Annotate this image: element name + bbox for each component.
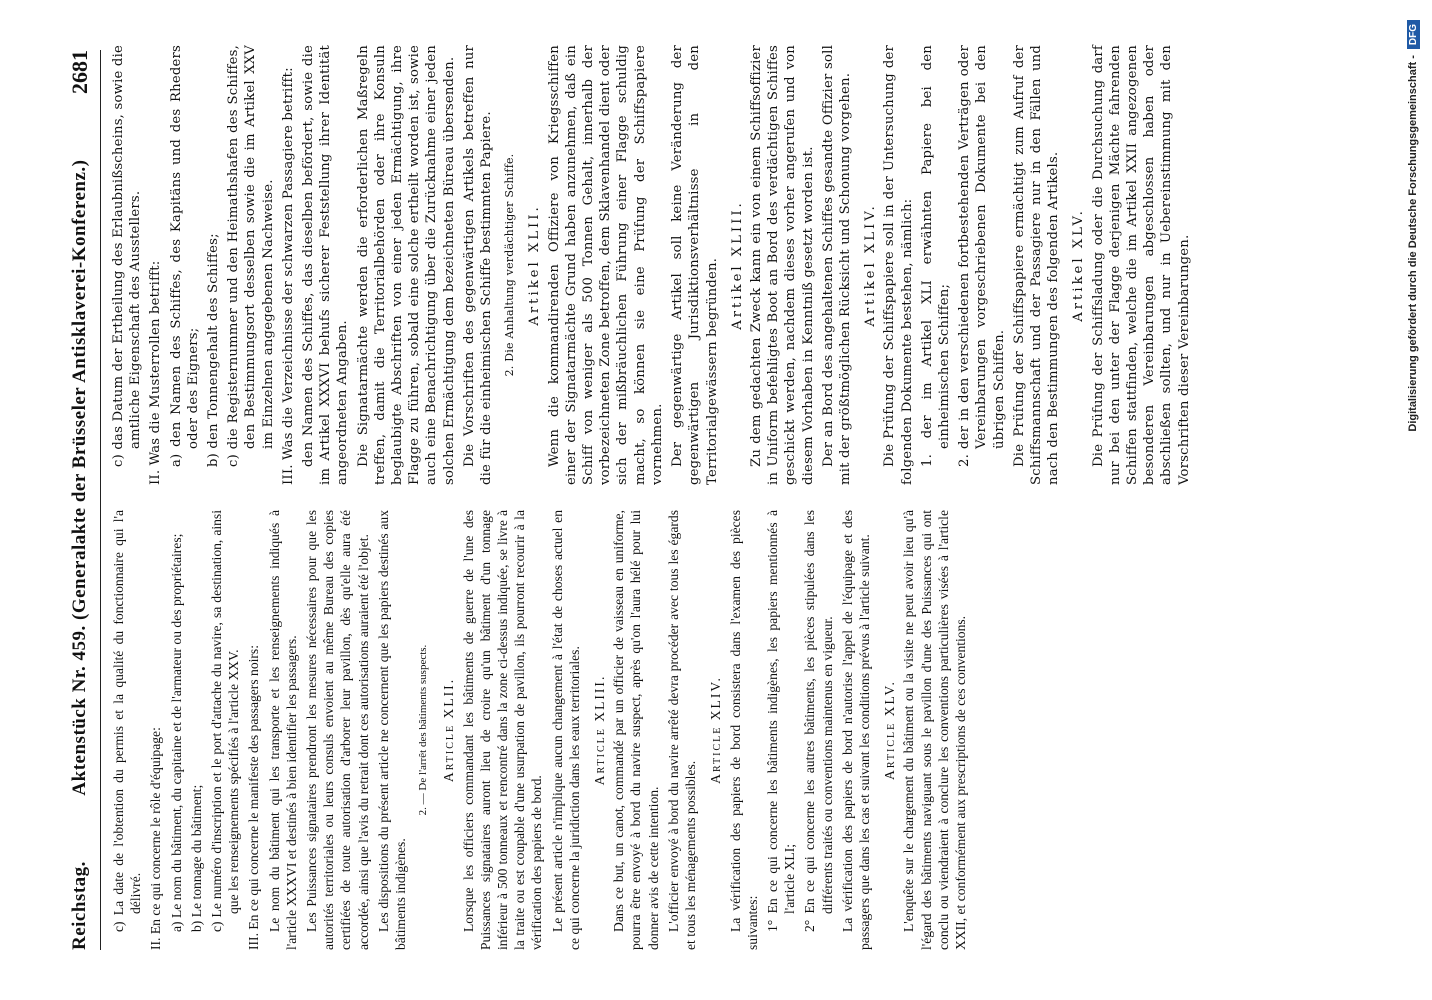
de-paragraph: II. Was die Musterrollen betrifft: (148, 260, 164, 485)
fr-paragraph: Le nom du bâtiment qui les transporte et les renseignements indiqués à l'article XXXVI et destinés à bien identifier les passagers. (266, 510, 299, 950)
credit-text: Digitalisierung gefördert durch die Deutsche Forschungsgemeinschaft - (1407, 55, 1419, 432)
de-article-heading: Artikel XLII. (527, 204, 543, 326)
header-title: Aktenstück Nr. 459. (Generalakte der Brüsseler Antisklaverei-Konferenz.) (69, 159, 90, 796)
de-paragraph: III. Was die Verzeichnisse der schwarzen Passagiere betrifft: (280, 67, 296, 485)
header-left: Reichstag. (69, 861, 90, 950)
de-paragraph: b) den Tonnengehalt des Schiffes; (206, 233, 222, 467)
fr-article-heading: Article XLII. (441, 677, 457, 783)
fr-paragraph: 1° En ce qui concerne les bâtiments indigènes, les papiers mentionnés à l'article XLI; (764, 510, 798, 932)
de-paragraph: Der gegenwärtige Artikel soll keine Veränderung der gegenwärtigen Jurisdiktionsverhältnisse in den Territorialgewässern begründen. (670, 45, 720, 485)
de-paragraph: Die Prüfung der Schiffspapiere ermächtigt zum Aufruf der Schiffsmannschaft und der Passagiere nur in den Fällen und nach den Bestimmungen des folgenden Artikels. (1011, 45, 1062, 485)
fr-paragraph: La vérification des papiers de bord consistera dans l'examen des pièces suivantes: (727, 510, 760, 950)
fr-article-heading: Article XLIV. (708, 676, 724, 784)
de-paragraph: Wenn die kommandirenden Offiziere von Kriegsschiffen einer der Signatarmächte Grund haben anzunehmen, daß ein Schiff von weniger als 500 Tonnen Gehalt, innerhalb der vorbezeichneten Zone betroffen, dem Sklavenhandel dient oder sich der mißbräuchlichen Führung einer Flagge schuldig macht, so können sie eine Prüfung der Schiffspapiere vornehmen. (546, 45, 665, 485)
fr-paragraph: La vérification des papiers de bord n'autorise l'appel de l'équipage et des passagers que dans les cas et suivant les conditions prévus à l'article suivant. (839, 510, 872, 950)
fr-paragraph: II. En ce qui concerne le rôle d'équipage: (148, 727, 164, 950)
fr-article-heading: Article XLIII. (592, 674, 608, 786)
fr-paragraph: c) Le numéro d'inscription et le port d'attache du navire, sa destination, ainsi que les renseignements spécifiés à l'article XXV. (209, 510, 242, 932)
de-paragraph: Die Prüfung der Schiffspapiere soll in der Untersuchung der folgenden Dokumente bestehen, nämlich: (882, 45, 915, 485)
fr-paragraph: Lorsque les officiers commandant les bâtiments de guerre de l'une des Puissances signataires auront lieu de croire qu'un bâtiment d'un tonnage inférieur à 500 tonneaux et rencontré dans la zone ci-dessus indiquée, se livre à la traite ou est coupable d'une usurpation de pavillon, ils pourront recourir à la vérification des papiers de bord. (460, 510, 545, 950)
de-paragraph: den Namen des Schiffes, das dieselben befördert, sowie die im Artikel XXXVI behufs sicherer Feststellung ihrer Identität angeordneten Angaben. (301, 45, 351, 485)
de-paragraph: 1. der im Artikel XLI erwähnten Papiere bei den einheimischen Schiffen; (919, 45, 952, 467)
de-paragraph: a) den Namen des Schiffes, des Kapitäns und des Rheders oder des Eigners; (168, 45, 201, 467)
de-article-heading: Artikel XLIII. (729, 200, 745, 330)
de-paragraph: Zu dem gedachten Zweck kann ein von einem Schiffsoffizier in Uniform befehligtes Boot an Bord des verdächtigen Schiffes geschickt werden, nachdem dieses vorher angerufen und von diesem Vorhaben in Kenntniß gesetzt worden ist. (748, 45, 816, 485)
fr-paragraph: Les Puissances signataires prendront les mesures nécessaires pour que les autorités territoriales ou leurs consuls envoient au même Bureau des copies certifiées de toute autorisation d'arborer leur pavillon, dès qu'elle aura été accordée, ainsi que l'avis du retrait dont ces autorisations auraient été l'objet. (304, 510, 371, 950)
fr-paragraph: L'officier envoyé à bord du navire arrêté devra procéder avec tous les égards et tous les ménagements possibles. (665, 510, 699, 950)
fr-paragraph: c) La date de l'obtention du permis et la qualité du fonctionnaire qui l'a délivré. (111, 510, 144, 932)
fr-paragraph: Dans ce but, un canot, commandé par un officier de vaisseau en uniforme, pourra être envoyé à bord du navire suspect, après qu'on l'aura hélé pour lui donner avis de cette intention. (611, 510, 661, 950)
fr-paragraph: a) Le nom du bâtiment, du capitaine et de l'armateur ou des propriétaires; (168, 533, 184, 932)
fr-paragraph: b) Le tonnage du bâtiment; (188, 784, 204, 932)
fr-paragraph: 2° En ce qui concerne les autres bâtiments, les pièces stipulées dans les différents traités ou conventions maintenus en vigueur. (802, 510, 835, 932)
de-article-heading: Artikel XLIV. (863, 203, 879, 327)
de-paragraph: c) die Registernummer und den Heimathshafen des Schiffes, den Bestimmungsort desselben sowie die im Artikel XXV im Einzelnen angegebenen Nachweise. (226, 45, 276, 467)
de-paragraph: Die Signatarmächte werden die erforderlichen Maßregeln treffen, damit die Territorialbehörden oder ihre Konsuln beglaubigte Abschriften von einer jeden Ermächtigung, ihre Flagge zu führen, sobald eine solche ertheilt worden ist, sowie auch eine Benachrichtigung über die Zurücknahme einer jeden solchen Ermächtigung dem bezeichneten Büreau übersenden. (355, 45, 457, 485)
fr-article-heading: Article XLV. (882, 680, 898, 780)
page-header (60, 50, 101, 950)
digitization-credit (1400, 0, 1426, 1000)
dfg-logo: DFG (1407, 20, 1420, 49)
de-article-heading: Artikel XLV. (1071, 208, 1087, 322)
fr-paragraph: L'enquête sur le chargement du bâtiment ou la visite ne peut avoir lieu qu'à l'égard des bâtiments naviguant sous le pavillon d'une des Puissances qui ont conclu ou viendraient à conclure les conventions particulières visées à l'article XXII, et conformément aux prescriptions de ces conventions. (901, 510, 968, 950)
fr-section-heading: 2. — De l'arrêt des bâtiments suspects. (417, 644, 430, 816)
fr-paragraph: Les dispositions du présent article ne concernent que les papiers destinés aux bâtiments indigènes. (375, 510, 409, 950)
de-section-heading: 2. Die Anhaltung verdächtiger Schiffe. (503, 153, 517, 377)
de-paragraph: c) das Datum der Ertheilung des Erlaubnißscheins, sowie die amtliche Eigenschaft des Ausstellers. (111, 45, 144, 467)
page-number: 2681 (67, 50, 92, 94)
de-paragraph: Der an Bord des angehaltenen Schiffes gesandte Offizier soll mit der größtmöglichen Rücksicht und Schonung vorgehen. (820, 45, 853, 485)
fr-paragraph: Le présent article n'implique aucun changement à l'état de choses actuel en ce qui concerne la juridiction dans les eaux territoriales. (549, 510, 582, 950)
german-column (110, 45, 1372, 485)
french-column (110, 510, 1372, 950)
fr-paragraph: III. En ce qui concerne le manifeste des passagers noirs: (246, 645, 262, 950)
de-paragraph: Die Vorschriften des gegenwärtigen Artikels betreffen nur die für die einheimischen Schiffe bestimmten Papiere. (461, 45, 495, 485)
de-paragraph: 2. der in den verschiedenen fortbestehenden Verträgen oder Vereinbarungen vorgeschriebenen Dokumente bei den übrigen Schiffen. (957, 45, 1007, 467)
de-paragraph: Die Prüfung der Schiffsladung oder die Durchsuchung darf nur bei den unter der Flagge derjenigen Mächte fahrenden Schiffen stattfinden, welche die im Artikel XXII angezogenen besonderen Vereinbarungen abgeschlossen haben oder abschließen sollten, und nur in Uebereinstimmung mit den Vorschriften dieser Vereinbarungen. (1090, 45, 1192, 485)
